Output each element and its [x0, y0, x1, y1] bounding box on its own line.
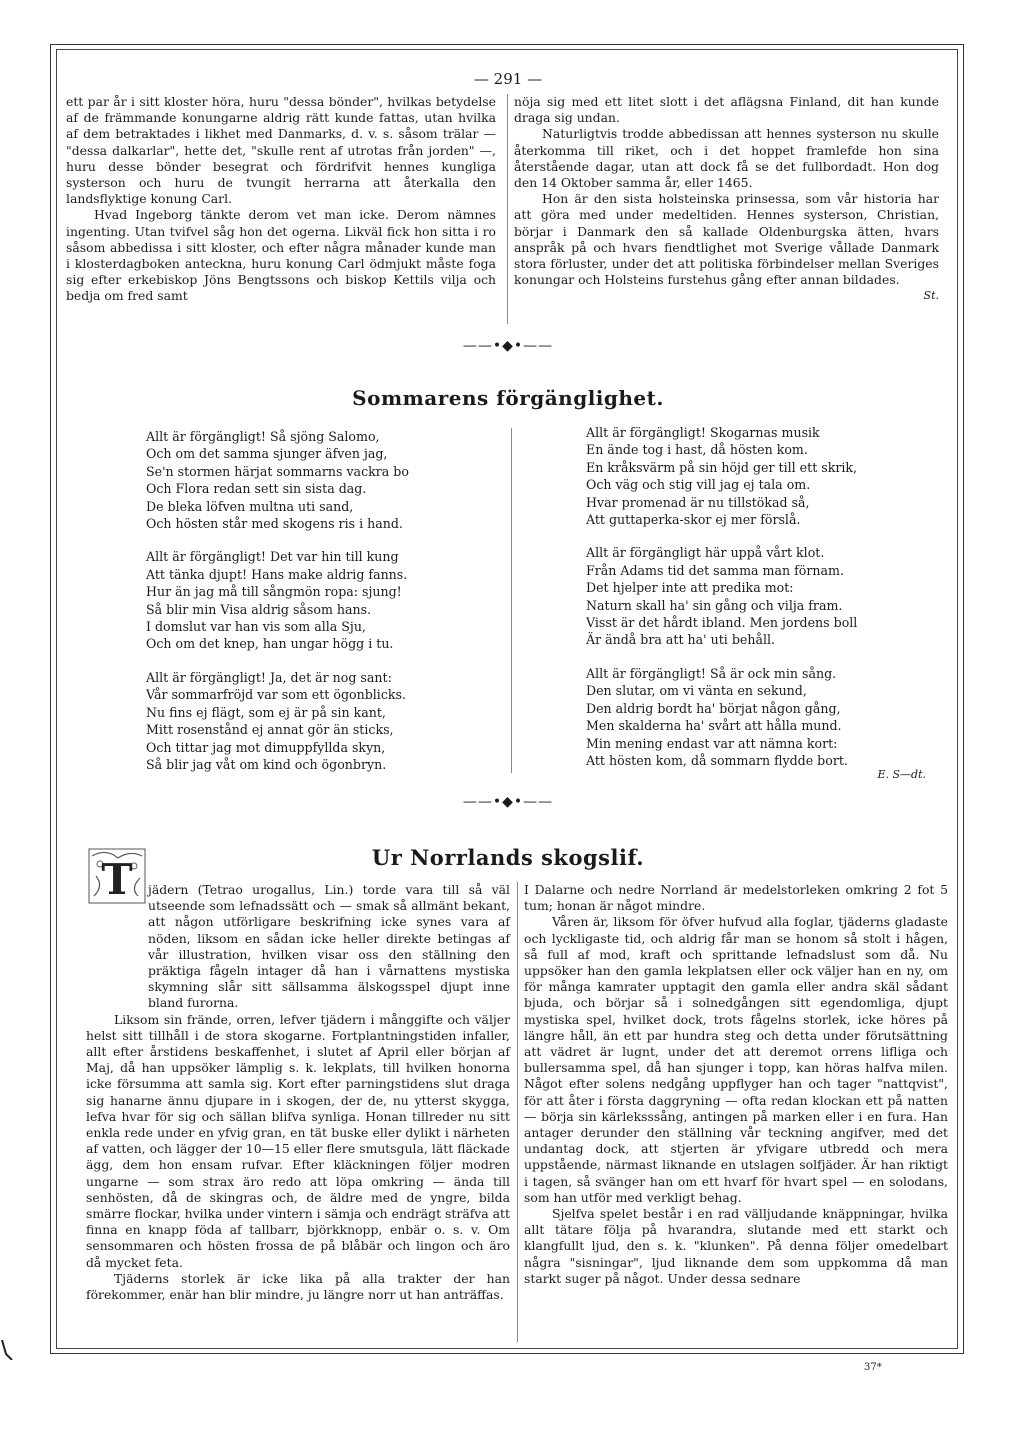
- verse-line: Se'n stormen härjat sommarns vackra bo: [146, 463, 409, 479]
- verse-line: En ände tog i hast, då hösten kom.: [586, 442, 808, 458]
- paragraph: Liksom sin frände, orren, lefver tjädern i månggifte och väljer helst sitt tillhåll i de stora skogarne. Fortplantningstiden infaller, allt efter årstidens beskaffenhet, i slutet af April eller början af Maj, då han uppsöker lämplig s. k. lekplats, till hvilken honorna icke försumma att samla sig. Kort efter parningstidens slut draga sig hanarne ännu djupare in i skogen, der de, nu ytterst skygga, lefva hvar för sig och sällan blifva synliga. Honan tillreder nu sitt enkla rede under en yfvig gran, en tät buske eller dylikt i närheten af vatten, och lägger der 10—15 eller flere smutsgula, lätt fläckade ägg, dem hon ensam rufvar. Efter kläckningen följer modren ungarne — som strax äro redo att löpa omkring — ända till senhösten, då de skingras och, de äldre med de yngre, bilda smärre flockar, hvilka under vintern i sämja och endrägt sträfva att finna en knapp föda af tallbarr, björkknopp, enbär o. s. v. Om sensommaren och hösten frossa de på blåbär och lingon och äro då mycket feta.: [86, 1011, 510, 1270]
- verse-line: Från Adams tid det samma man förnam.: [586, 562, 844, 578]
- verse-line: Att tänka djupt! Hans make aldrig fanns.: [146, 566, 408, 582]
- verse-line: Den slutar, om vi vänta en sekund,: [586, 683, 807, 699]
- stanza: [586, 544, 946, 648]
- verse-line: Allt är förgängligt! Så sjöng Salomo,: [146, 429, 380, 444]
- verse-line: Vår sommarfröjd var som ett ögonblicks.: [146, 687, 406, 703]
- verse-line: Och tittar jag mot dimuppfyllda skyn,: [146, 739, 386, 755]
- paragraph: jädern (Tetrao urogallus, Lin.) torde vara till så väl utseende som lefnadssätt och — smak så allmänt bekant, att någon utförligare beskrifning icke synes vara af nöden, liksom en sådan icke heller direkte betingas af vår illustration, hvilken visar oss den ställning den präktiga fågeln intager då han i vårnattens mystiska skymning slår sitt sällsamma älskogsspel djupt inne bland furorna.: [148, 882, 510, 1011]
- verse-line: Allt är förgängligt! Så är ock min sång.: [586, 665, 837, 681]
- verse-line: Allt är förgängligt! Det var hin till kung: [146, 549, 399, 565]
- verse-line: En kråksvärm på sin höjd ger till ett skrik,: [586, 459, 858, 475]
- article-left-column: [86, 882, 510, 1303]
- paragraph: Sjelfva spelet består i en rad välljudande knäppningar, hvilka allt tätare följa på hvarandra, slutande med ett starkt och klangfullt ljud, den s. k. "klunken". På denna följer omedelbart några "sisningar", ljud liknande dem som uppkomma då man starkt suger på något. Under dessa sednare: [524, 1206, 948, 1286]
- verse-line: Och om det knep, han ungar högg i tu.: [146, 636, 394, 652]
- margin-tick-icon: [0, 1340, 14, 1360]
- verse-line: Men skalderna ha' svårt att hålla mund.: [586, 718, 842, 734]
- paragraph: Naturligtvis trodde abbedissan att hennes systerson nu skulle återkomma till riket, och i det hoppet framlefde hon sina återstående dagar, utan att dock få se det fullbordadt. Hon dog den 14 Oktober samma år, eller 1465.: [514, 126, 939, 191]
- footer-mark: 37*: [864, 1362, 882, 1373]
- column-divider: [517, 882, 518, 1342]
- verse-line: Är ändå bra att ha' uti behåll.: [586, 632, 776, 648]
- ornament-divider: ——•◆•——: [462, 794, 554, 810]
- verse-line: Allt är förgängligt! Skogarnas musik: [586, 425, 820, 440]
- poem-left-column: [146, 428, 496, 789]
- poem-right-column: [586, 424, 946, 781]
- verse-line: Och hösten står med skogens ris i hand.: [146, 516, 403, 532]
- verse-line: Visst är det hårdt ibland. Men jordens boll: [586, 615, 858, 631]
- verse-line: Nu fins ej flägt, som ej är på sin kant,: [146, 704, 386, 720]
- verse-line: Och Flora redan sett sin sista dag.: [146, 481, 367, 497]
- stanza: [586, 424, 946, 528]
- article-right-column: [524, 882, 948, 1287]
- page-number: — 291 —: [473, 70, 543, 88]
- paragraph: Hvad Ingeborg tänkte derom vet man icke. Derom nämnes ingenting. Utan tvifvel såg hon det ogerna. Likväl fick hon sitta i ro såsom abbedissa i sitt kloster, och efter några månader kunde man i klosterdagboken anteckna, huru konung Carl ödmjukt måste foga sig efter erkebiskop Jöns Bengtssons och biskop Kettils vilja och bedja om fred samt: [66, 207, 496, 304]
- paragraph: Tjäderns storlek är icke lika på alla trakter der han förekommer, enär han blir mindre, ju längre norr ut han anträffas.: [86, 1270, 510, 1303]
- verse-line: Och väg och stig vill jag ej tala om.: [586, 477, 811, 493]
- verse-line: Att hösten kom, då sommarn flydde bort.: [586, 752, 848, 768]
- dropcap-letter: T: [101, 855, 133, 904]
- verse-line: Så blir min Visa aldrig såsom hans.: [146, 601, 372, 617]
- verse-line: Allt är förgängligt här uppå vårt klot.: [586, 545, 825, 561]
- poem-title: Sommarens förgänglighet.: [352, 386, 664, 410]
- column-divider: [507, 94, 508, 324]
- verse-line: Allt är förgängligt! Ja, det är nog sant:: [146, 669, 392, 685]
- verse-line: De bleka löfven multna uti sand,: [146, 498, 354, 514]
- paragraph: Våren är, liksom för öfver hufvud alla foglar, tjäderns gladaste och lyckligaste tid, och aldrig får man se honom så stolt i hågen, så full af mod, kraft och sprittande lefnadslust som då. Nu uppsöker han den gamla lekplatsen eller ock väljer han en ny, om för många kamrater upptagit den gamla eller andra skäl sådant bjuda, och börjar så i solnedgången sitt egendomliga, djupt mystiska spel, hvilket dock, trots fågelns storlek, icke höres på längre håll, än ett par hundra steg och detta under förutsättning att vädret är lugnt, under det att deremot orrens lifliga och bullersamma spel, då han sjunger i topp, kan höras halfva milen. Något efter solens nedgång uppflyger han och tager "nattqvist", för att åter i första daggryning — ofta redan klockan ett på natten — börja sin kärleksssång, antingen på marken eller i en fura. Han antager derunder den ställning vår teckning angifver, med det undantag dock, att stjerten är yfvigare utbredd och mera uppstående, närmast liknande en utslagen solfjäder. Är han riktigt i tagen, så svänger han om ett hvarf för hvart spel — en solodans, som han utför med verkligt behag.: [524, 914, 948, 1205]
- column-divider: [511, 428, 512, 773]
- ornament-divider: ——•◆•——: [462, 338, 554, 354]
- stanza: [146, 669, 496, 773]
- verse-line: Naturn skall ha' sin gång och vilja fram.: [586, 597, 843, 613]
- stanza: [146, 428, 496, 532]
- paragraph: Hon är den sista holsteinska prinsessa, som vår historia har att göra med under medeltiden. Hennes systerson, Christian, börjar i Danmark den så kallade Oldenburgska ätten, hvars anspråk på och hvars fiendtlighet mot Sverige vållade Danmark stora förluster, under det att politiska förbindelser mellan Sveriges konungar och Holsteins furstehus gång efter annan bildades.: [514, 191, 939, 288]
- section1-left-column: [66, 94, 496, 305]
- verse-line: Det hjelper inte att predika mot:: [586, 580, 794, 596]
- signature: St.: [923, 289, 939, 303]
- verse-line: Att guttaperka-skor ej mer förslå.: [586, 512, 801, 528]
- verse-line: Och om det samma sjunger äfven jag,: [146, 446, 388, 462]
- paragraph: ett par år i sitt kloster höra, huru "dessa bönder", hvilkas betydelse af de främmande konungarne aldrig rätt kunde fattas, utan hvilka af dem betraktades i likhet med Danmarks, d. v. s. såsom trälar — "dessa dalkarlar", hette det, "skulle rent af utrotas från jorden" —, huru desse bönder besegrat och fördrifvit hennes kungliga systerson och huru de tvungit herrarna att återkalla den landsflyktige konung Carl.: [66, 94, 496, 207]
- verse-line: Så blir jag våt om kind och ögonbryn.: [146, 756, 387, 772]
- verse-line: Den aldrig bordt ha' börjat någon gång,: [586, 700, 841, 716]
- article-title: Ur Norrlands skogslif.: [371, 845, 645, 870]
- verse-line: Min mening endast var att nämna kort:: [586, 735, 838, 751]
- paragraph: I Dalarne och nedre Norrland är medelstorleken omkring 2 fot 5 tum; honan är något mindre.: [524, 882, 948, 914]
- poem-signature: E. S—dt.: [877, 768, 926, 782]
- verse-line: Mitt rosenstånd ej annat gör än sticks,: [146, 722, 394, 738]
- verse-line: I domslut var han vis som alla Sju,: [146, 619, 366, 635]
- paragraph: nöja sig med ett litet slott i det aflägsna Finland, dit han kunde draga sig undan.: [514, 94, 939, 126]
- verse-line: Hvar promenad är nu tillstökad så,: [586, 494, 810, 510]
- stanza: [146, 548, 496, 652]
- verse-line: Hur än jag må till sångmön ropa: sjung!: [146, 584, 402, 600]
- section1-right-column: [514, 94, 939, 305]
- stanza: [586, 665, 946, 769]
